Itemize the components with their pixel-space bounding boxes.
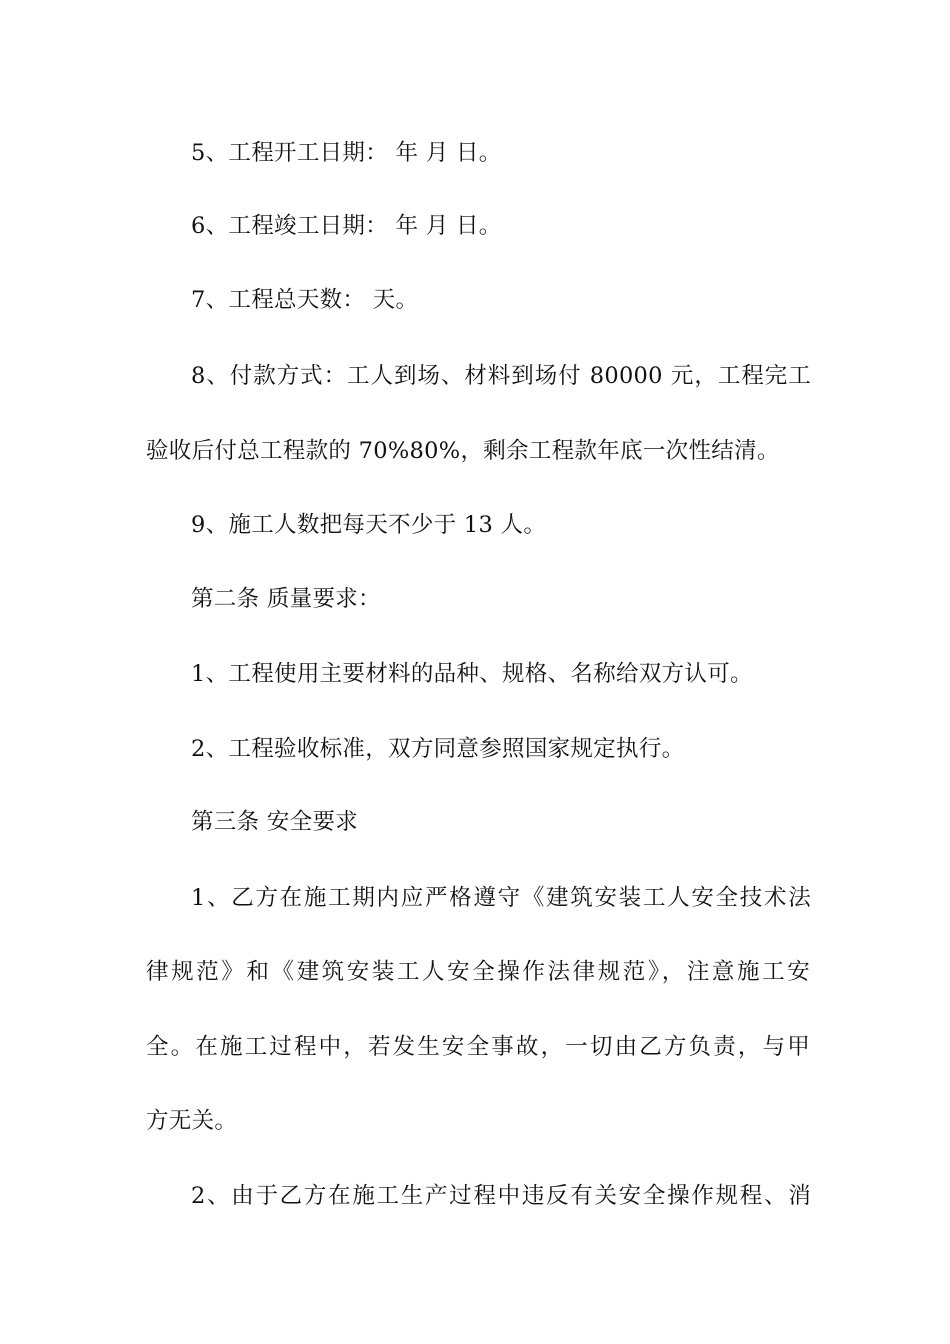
quality-item-1: 1、工程使用主要材料的品种、规格、名称给双方认可。 [191, 661, 753, 687]
safety-item-1-line-4: 方无关。 [146, 1108, 238, 1134]
item-7-total-days: 7、工程总天数： 天。 [191, 287, 419, 313]
item-8-payment-line-1: 8、付款方式：工人到场、材料到场付 80000 元，工程完工 [191, 363, 811, 389]
quality-item-2: 2、工程验收标准，双方同意参照国家规定执行。 [191, 736, 685, 762]
safety-item-2-line-1: 2、由于乙方在施工生产过程中违反有关安全操作规程、消 [191, 1183, 811, 1209]
article-3-heading: 第三条 安全要求 [191, 809, 359, 835]
item-8-payment-line-2: 验收后付总工程款的 70%80%，剩余工程款年底一次性结清。 [146, 438, 780, 464]
item-5-start-date: 5、工程开工日期： 年 月 日。 [191, 140, 502, 166]
safety-item-1-line-3: 全。在施工过程中，若发生安全事故，一切由乙方负责，与甲 [146, 1034, 810, 1060]
item-6-completion-date: 6、工程竣工日期： 年 月 日。 [191, 213, 502, 239]
safety-item-1-line-2: 律规范》和《建筑安装工人安全操作法律规范》，注意施工安 [146, 959, 810, 985]
safety-item-1-line-1: 1、乙方在施工期内应严格遵守《建筑安装工人安全技术法 [191, 885, 811, 911]
article-2-heading: 第二条 质量要求： [191, 586, 381, 612]
item-9-workers: 9、施工人数把每天不少于 13 人。 [191, 512, 547, 538]
